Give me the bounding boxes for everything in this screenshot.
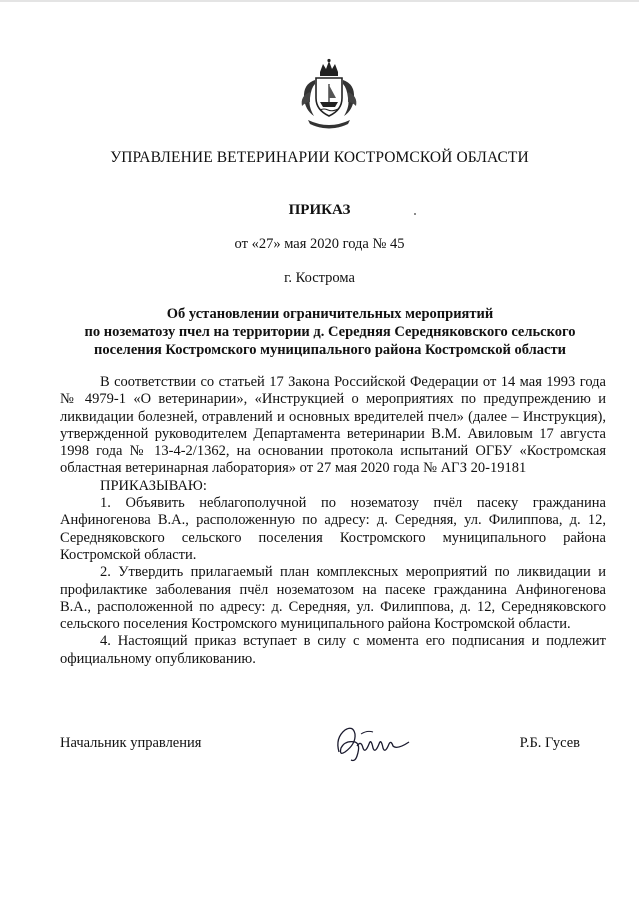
order-word: ПРИКАЗЫВАЮ: [100,477,207,494]
preamble-paragraph: В соответствии со статьей 17 Закона Российской Федерации от 14 мая 1993 года № 4979-1 «О ветеринарии», «Инструкцией о мероприятиях по предупреждению и ликвидации болезней, отравлений и основных вредителей пчел» (далее – Инструкция), утвержденной руководителем Департамента ветеринарии В.М. Авиловым 17 августа 1998 года № 13-4-2/1362, на основании протокола испытаний ОГБУ «Костромская областная ветеринарная лаборатория» от 27 мая 2020 года № АГЗ 20-19181 [60,374,606,477]
document-city: г. Кострома [284,270,355,286]
document-title: ПРИКАЗ [288,202,351,218]
coat-of-arms-icon [298,58,360,134]
order-item-4: 4. Настоящий приказ вступает в силу с момента его подписания и подлежит официальному опубликованию. [60,633,606,667]
scan-top-edge [0,0,639,2]
document-date-number: от «27» мая 2020 года № 45 [234,236,405,252]
subject-line: Об установлении ограничительных мероприятий [166,306,494,322]
signer-position: Начальник управления [60,735,202,751]
scan-speck [414,213,416,215]
order-item-1: 1. Объявить неблагополучной по нозематозу пчёл пасеку гражданина Анфиногенова В.А., расположенную по адресу: д. Середняя, ул. Филиппова, д. 12, Середняковского сельского поселения Костромского муниципального района Костромской области. [60,495,606,563]
subject-line: поселения Костромского муниципального района Костромской области [94,342,566,358]
signer-name: Р.Б. Гусев [519,735,580,751]
organization-header: УПРАВЛЕНИЕ ВЕТЕРИНАРИИ КОСТРОМСКОЙ ОБЛАСТИ [110,149,529,166]
document-body [60,374,606,668]
handwritten-signature [331,722,413,766]
order-item-2: 2. Утвердить прилагаемый план комплексных мероприятий по ликвидации и профилактике заболевания пчёл нозематозом на пасеке гражданина Анфиногенова В.А., расположенной по адресу: д. Середняя, ул. Филиппова, д. 12, Середняковского сельского поселения Костромского муниципального района Костромской области. [60,564,606,633]
document-subject [60,305,600,359]
subject-line: по нозематозу пчел на территории д. Середняя Середняковского сельского [84,324,576,340]
